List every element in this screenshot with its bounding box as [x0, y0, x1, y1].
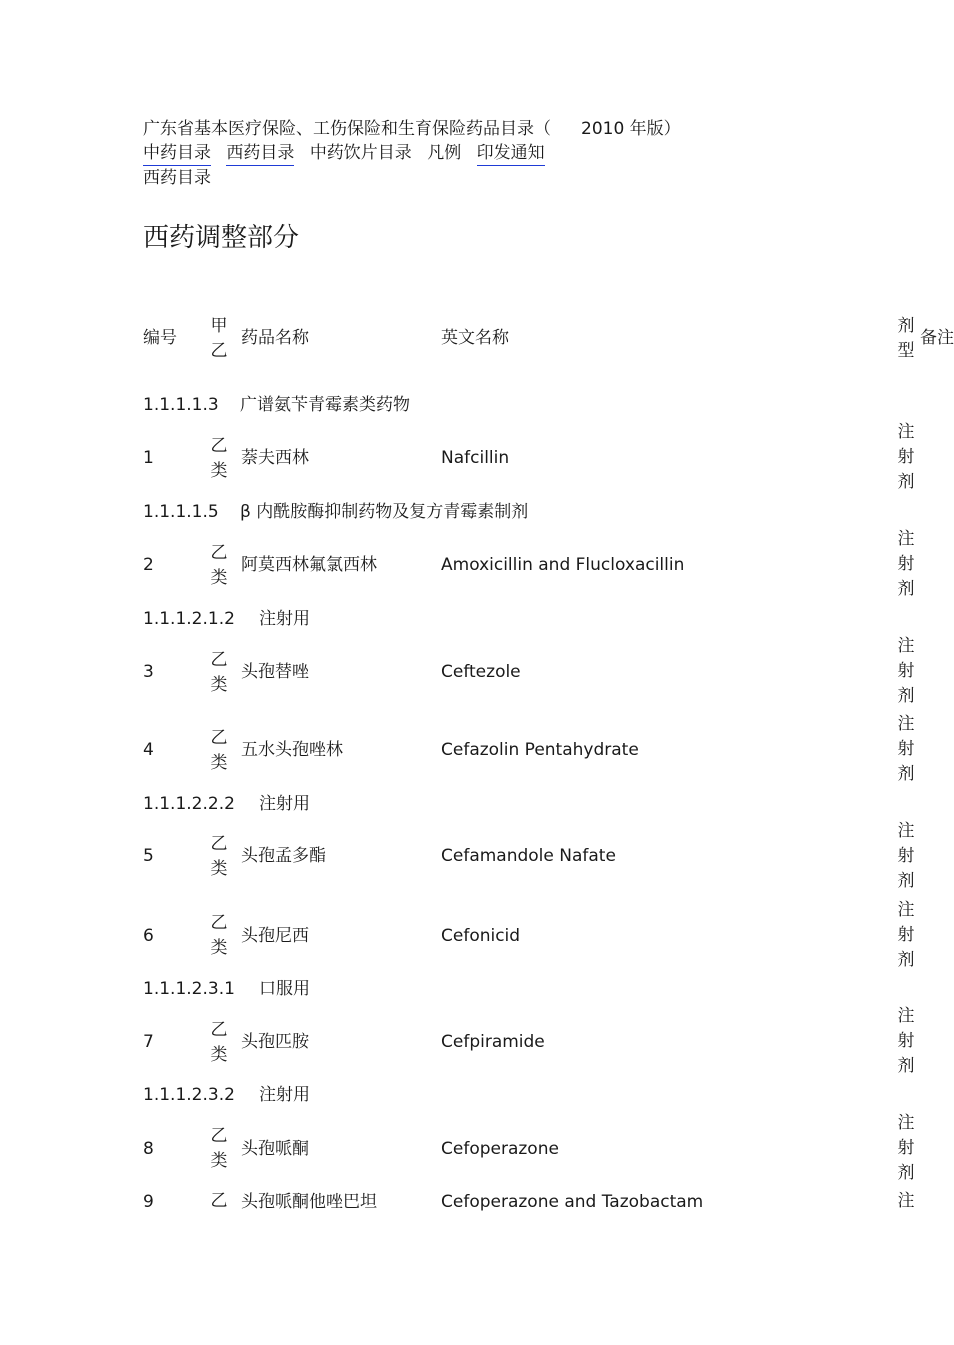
- nav-links: [143, 141, 555, 166]
- section-title: 西药调整部分: [143, 223, 300, 253]
- row-en: Cefoperazone: [441, 1139, 559, 1159]
- header-class: 甲乙: [210, 316, 228, 361]
- row-form: 注射剂: [897, 1113, 915, 1183]
- row-en: Cefazolin Pentahydrate: [441, 740, 639, 760]
- category-label: 注射用: [259, 1085, 310, 1105]
- row-form: 注射剂: [897, 422, 915, 492]
- row-name: 萘夫西林: [241, 448, 309, 468]
- row-form: 注射剂: [897, 900, 915, 970]
- document-subtitle: 西药目录: [143, 168, 211, 188]
- row-name: 头孢替唑: [241, 662, 309, 682]
- row-class: 乙类: [210, 1126, 228, 1171]
- row-no: 9: [143, 1192, 154, 1212]
- row-name: 头孢孟多酯: [241, 846, 326, 866]
- document-title: [143, 117, 681, 141]
- category-code: 1.1.1.1.3: [143, 395, 219, 415]
- row-form: 注射剂: [897, 636, 915, 706]
- header-note: 备注: [920, 328, 954, 348]
- row-name: 头孢尼西: [241, 926, 309, 946]
- row-name: 阿莫西林氟氯西林: [241, 555, 377, 575]
- category-label: β 内酰胺酶抑制药物及复方青霉素制剂: [240, 502, 529, 522]
- row-en: Cefonicid: [441, 926, 521, 946]
- row-form: 注射剂: [897, 714, 915, 784]
- row-no: 5: [143, 846, 154, 866]
- row-no: 8: [143, 1139, 154, 1159]
- row-class: 乙类: [210, 543, 228, 588]
- nav-item-general-rules: 凡例: [427, 143, 462, 163]
- row-no: 4: [143, 740, 154, 760]
- header-form: 剂型: [897, 316, 915, 361]
- category-code: 1.1.1.2.2.2: [143, 794, 235, 814]
- header-no: 编号: [143, 328, 177, 348]
- row-en: Cefoperazone and Tazobactam: [441, 1192, 704, 1212]
- row-class: 乙类: [210, 728, 228, 773]
- category-label: 口服用: [259, 979, 310, 999]
- row-form: 注: [897, 1191, 915, 1211]
- document-title-main: 广东省基本医疗保险、工伤保险和生育保险药品目录（: [143, 119, 551, 139]
- row-name: 五水头孢唑林: [241, 740, 343, 760]
- row-form: 注射剂: [897, 529, 915, 599]
- row-no: 1: [143, 448, 154, 468]
- row-class: 乙类: [210, 1020, 228, 1065]
- row-class: 乙类: [210, 436, 228, 481]
- row-en: Ceftezole: [441, 662, 521, 682]
- row-form: 注射剂: [897, 1006, 915, 1076]
- row-class: 乙类: [210, 913, 228, 958]
- row-en: Cefamandole Nafate: [441, 846, 616, 866]
- row-no: 3: [143, 662, 154, 682]
- category-label: 注射用: [259, 609, 310, 629]
- nav-link-chinese-medicine[interactable]: 中药目录: [143, 141, 211, 166]
- row-class: 乙类: [210, 834, 228, 879]
- category-label: 广谱氨苄青霉素类药物: [240, 395, 410, 415]
- row-no: 2: [143, 555, 154, 575]
- header-name: 药品名称: [241, 328, 309, 348]
- document-title-year: 2010 年版）: [581, 119, 681, 139]
- category-code: 1.1.1.2.1.2: [143, 609, 235, 629]
- row-en: Cefpiramide: [441, 1032, 545, 1052]
- category-code: 1.1.1.2.3.2: [143, 1085, 235, 1105]
- row-en: Nafcillin: [441, 448, 510, 468]
- category-label: 注射用: [259, 794, 310, 814]
- category-code: 1.1.1.1.5: [143, 502, 219, 522]
- row-class: 乙: [210, 1191, 228, 1211]
- row-no: 6: [143, 926, 154, 946]
- row-name: 头孢匹胺: [241, 1032, 309, 1052]
- row-en: Amoxicillin and Flucloxacillin: [441, 555, 685, 575]
- nav-item-herbal-pieces: 中药饮片目录: [309, 143, 412, 163]
- row-form: 注射剂: [897, 821, 915, 891]
- header-en: 英文名称: [441, 328, 509, 348]
- row-no: 7: [143, 1032, 154, 1052]
- nav-link-notice[interactable]: 印发通知: [477, 141, 545, 166]
- nav-link-western-medicine[interactable]: 西药目录: [226, 141, 294, 166]
- row-name: 头孢哌酮: [241, 1139, 309, 1159]
- category-code: 1.1.1.2.3.1: [143, 979, 235, 999]
- row-class: 乙类: [210, 650, 228, 695]
- row-name: 头孢哌酮他唑巴坦: [241, 1192, 377, 1212]
